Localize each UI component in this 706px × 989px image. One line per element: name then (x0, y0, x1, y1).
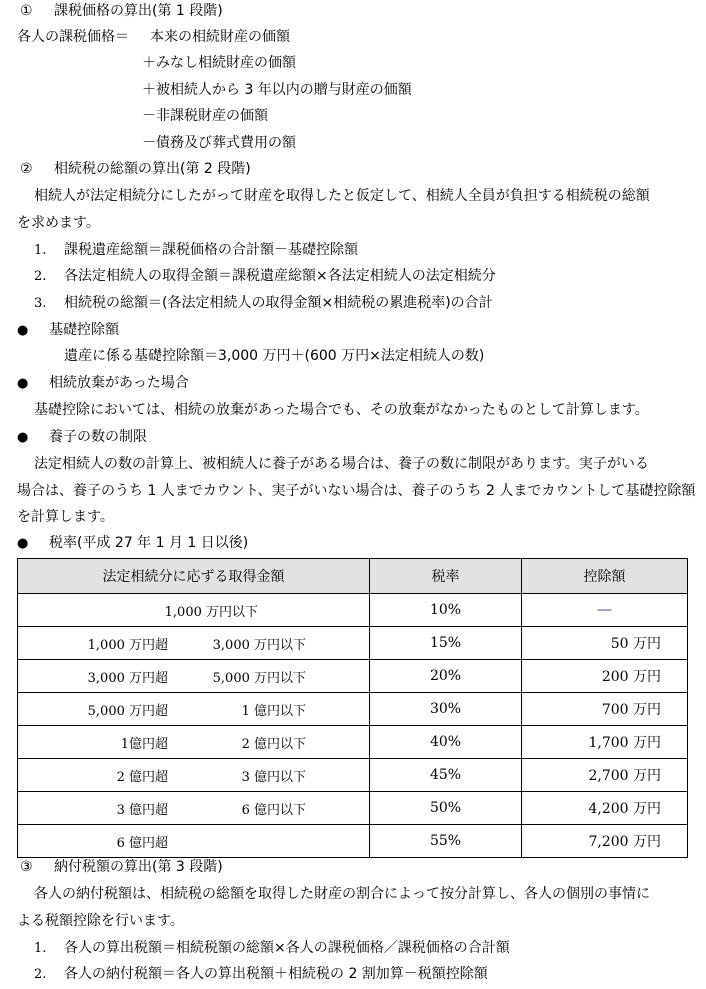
section2-title: 相続税の総額の算出(第 2 段階) (54, 161, 251, 177)
amount-to: 2 億円以下 (241, 736, 306, 752)
deduction-cell: 4,200 万円 (522, 792, 688, 825)
tax-rate-table (17, 558, 688, 858)
section1-term: ＋みなし相続財産の価額 (142, 55, 296, 71)
deduction-cell: ― (522, 594, 688, 627)
column-header-rate: 税率 (370, 559, 522, 594)
deduction-cell: 7,200 万円 (522, 825, 688, 858)
deduction-cell: 700 万円 (522, 693, 688, 726)
basic-deduction-heading (17, 320, 119, 341)
section3-intro-line: よる税額控除を行います。 (17, 913, 184, 929)
section3-step (34, 938, 510, 959)
rate-cell: 15% (370, 627, 522, 660)
step-text: 相続税の総額＝(各法定相続人の取得金額×相続税の累進税率)の合計 (64, 295, 493, 311)
amount-from: 1億円超 (120, 736, 168, 752)
amount-cell (18, 660, 370, 693)
column-header-amount: 法定相続分に応ずる取得金額 (18, 559, 370, 594)
section1-term: ＋被相続人から 3 年以内の贈与財産の価額 (142, 82, 412, 98)
bullet-icon: ● (17, 430, 29, 445)
amount-cell (18, 594, 370, 627)
section3-mark: ③ (20, 859, 33, 875)
renunciation-text: 基礎控除においては、相続の放棄があった場合でも、その放棄がなかったものとして計算します。 (34, 402, 649, 418)
rate-cell: 50% (370, 792, 522, 825)
deduction-cell: 2,700 万円 (522, 759, 688, 792)
deduction-cell: 200 万円 (522, 660, 688, 693)
rate-cell: 45% (370, 759, 522, 792)
adopted-children-line: を計算します。 (17, 509, 114, 525)
step-number: 2. (34, 967, 47, 982)
amount-cell (18, 726, 370, 759)
renunciation-heading (17, 373, 189, 394)
amount-from: 6 億円超 (116, 835, 168, 851)
step-number: 1. (34, 243, 47, 258)
amount-from: 3 億円超 (116, 802, 168, 818)
amount-from: 5,000 万円超 (87, 703, 168, 719)
deduction-cell: 50 万円 (522, 627, 688, 660)
section3-step (34, 964, 488, 985)
section3-heading (20, 857, 223, 877)
section2-step (34, 240, 358, 261)
bullet-icon: ● (17, 376, 29, 391)
section2-step (34, 266, 496, 287)
section1-mark: ① (20, 3, 33, 19)
step-number: 2. (34, 269, 47, 284)
section2-intro-line: を求めます。 (17, 215, 100, 231)
amount-cell (18, 693, 370, 726)
amount-to: 5,000 万円以下 (212, 670, 306, 686)
amount-to: 6 億円以下 (241, 802, 306, 818)
amount-to: 1,000 万円以下 (164, 604, 258, 620)
basic-deduction-title: 基礎控除額 (49, 322, 119, 338)
basic-deduction-formula: 遺産に係る基礎控除額＝3,000 万円＋(600 万円×法定相続人の数) (64, 348, 485, 364)
section2-heading (20, 159, 251, 179)
table-row (18, 627, 688, 660)
section1-term: －債務及び葬式費用の額 (142, 135, 296, 151)
adopted-children-line: 場合は、養子のうち 1 人までカウント、実子がいない場合は、養子のうち 2 人までカウントして基礎控除額 (17, 483, 696, 499)
bullet-icon: ● (17, 536, 29, 551)
step-number: 1. (34, 941, 47, 956)
amount-to: 1 億円以下 (241, 703, 306, 719)
amount-from: 1,000 万円超 (87, 637, 168, 653)
table-row (18, 660, 688, 693)
tax-rate-title: 税率(平成 27 年 1 月 1 日以後) (49, 535, 249, 551)
amount-from: 2 億円超 (116, 769, 168, 785)
amount-from: 3,000 万円超 (87, 670, 168, 686)
section1-term: 本来の相続財産の価額 (150, 29, 290, 45)
section3-intro-line: 各人の納付税額は、相続税の総額を取得した財産の割合によって按分計算し、各人の個別の事情に (34, 886, 650, 902)
step-text: 各人の納付税額＝各人の算出税額＋相続税の 2 割加算－税額控除額 (64, 966, 488, 982)
section1-term: －非課税財産の価額 (142, 108, 268, 124)
rate-cell: 10% (370, 594, 522, 627)
adopted-children-title: 養子の数の制限 (49, 429, 147, 445)
amount-cell (18, 825, 370, 858)
column-header-deduction: 控除額 (522, 559, 688, 594)
table-row (18, 693, 688, 726)
step-text: 各人の算出税額＝相続税額の総額×各人の課税価格／課税価格の合計額 (64, 940, 510, 956)
table-row (18, 759, 688, 792)
tax-rate-heading (17, 533, 248, 554)
table-header-row (18, 559, 688, 594)
renunciation-title: 相続放棄があった場合 (49, 375, 189, 391)
deduction-cell: 1,700 万円 (522, 726, 688, 759)
section3-title: 納付税額の算出(第 3 段階) (54, 859, 223, 875)
table-row (18, 726, 688, 759)
step-text: 課税遺産総額＝課税価格の合計額－基礎控除額 (64, 242, 358, 258)
section1-heading (20, 1, 223, 21)
rate-cell: 30% (370, 693, 522, 726)
rate-cell: 20% (370, 660, 522, 693)
amount-to: 3 億円以下 (241, 769, 306, 785)
bullet-icon: ● (17, 323, 29, 338)
section2-intro-line: 相続人が法定相続分にしたがって財産を取得したと仮定して、相続人全員が負担する相続税の総額 (34, 188, 650, 204)
amount-cell (18, 792, 370, 825)
section1-title: 課税価格の算出(第 1 段階) (54, 3, 223, 19)
section1-formula-label: 各人の課税価格＝ (17, 29, 129, 45)
rate-cell: 55% (370, 825, 522, 858)
table-row (18, 825, 688, 858)
table-row (18, 792, 688, 825)
section2-mark: ② (20, 161, 33, 177)
rate-cell: 40% (370, 726, 522, 759)
amount-to: 3,000 万円以下 (212, 637, 306, 653)
table-row (18, 594, 688, 627)
step-number: 3. (34, 296, 47, 311)
adopted-children-heading (17, 427, 147, 448)
adopted-children-line: 法定相続人の数の計算上、被相続人に養子がある場合は、養子の数に制限があります。実子がいる (34, 456, 649, 472)
section2-step (34, 293, 493, 314)
amount-cell (18, 759, 370, 792)
step-text: 各法定相続人の取得金額＝課税遺産総額×各法定相続人の法定相続分 (64, 268, 496, 284)
amount-cell (18, 627, 370, 660)
